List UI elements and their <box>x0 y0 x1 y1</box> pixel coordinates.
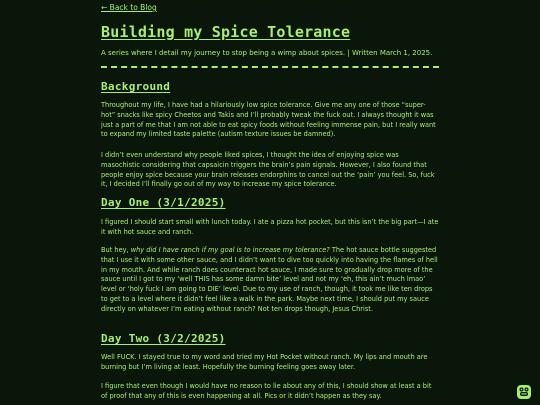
paragraph-background-1: Throughout my life, I have had a hilariously low spice tolerance. Give me any one of those “super-hot” snacks like spicy Cheetos and Takis and I’ll probably tweak the fuck out. I always thought it was just a part of me that I am not able to eat spicy foods without feeling immense pain, but I really want to expand my limited taste palette (autism texture issues be damned). <box>101 101 436 139</box>
paragraph-day-one-2-end: The hot sauce bottle suggested that I use it with some other sauce, and I didn’t want to dive too quickly into having the flames of hell in my mouth. And while ranch does counteract hot sauce, I made sure to gradually drop more of the sauce until I got to my ‘well THIS has some damn bite’ level and not my ‘eh, this ain’t much lmao’ level or ‘holy fuck I am going to DIE’ level. Due to my use of ranch, though, it took me like ten drops to get to a level where it didn’t feel like a walk in the park. Maybe next time, I should put my sauce directly on whatever I’m eating without ranch? Not ten drops though, Jesus Christ. <box>101 246 438 313</box>
frog-face-icon[interactable] <box>517 385 531 399</box>
section-heading-day-two: Day Two (3/2/2025) <box>101 332 226 345</box>
page-title: Building my Spice Tolerance <box>101 23 351 41</box>
paragraph-background-2: I didn’t even understand why people liked spices, I thought the idea of enjoying spice was masochistic considering that capsaicin triggers the brain’s pain signals. However, I also found that people enjoy spice because your brain releases endorphins to cancel out the ‘pain’ you feel. So, fuck it, I decided I’ll finally go out of my way to increase my spice tolerance. <box>101 151 435 189</box>
paragraph-day-two-2: I figure that even though I would have no reason to lie about any of this, I should show at least a bit of proof that any of this is even happening at all. Pics or it didn’t happen as they say. <box>101 382 432 400</box>
paragraph-day-two-1: Well FUCK. I stayed true to my word and tried my Hot Pocket without ranch. My lips and mouth are burning but I’m living at least. Hopefully the burning feeling goes away later. <box>101 353 428 371</box>
paragraph-day-one-2-emphasis: why did I have ranch if my goal is to increase my tolerance? <box>130 246 330 254</box>
section-heading-background: Background <box>101 80 171 93</box>
back-to-blog-link[interactable]: ← Back to Blog <box>101 3 157 12</box>
dashed-divider <box>101 66 439 68</box>
section-heading-day-one: Day One (3/1/2025) <box>101 196 226 209</box>
frog-face-icon-graphic <box>518 386 530 398</box>
paragraph-day-one-1: I figured I should start small with lunch today. I ate a pizza hot pocket, but this isn’t the big part—I ate it with hot sauce and ranch. <box>101 218 439 236</box>
paragraph-day-one-2 <box>101 246 439 315</box>
post-intro: A series where I detail my journey to stop being a wimp about spices. | Written March 1, 2025. <box>101 49 433 57</box>
paragraph-day-one-2-start: But hey, <box>101 246 131 254</box>
